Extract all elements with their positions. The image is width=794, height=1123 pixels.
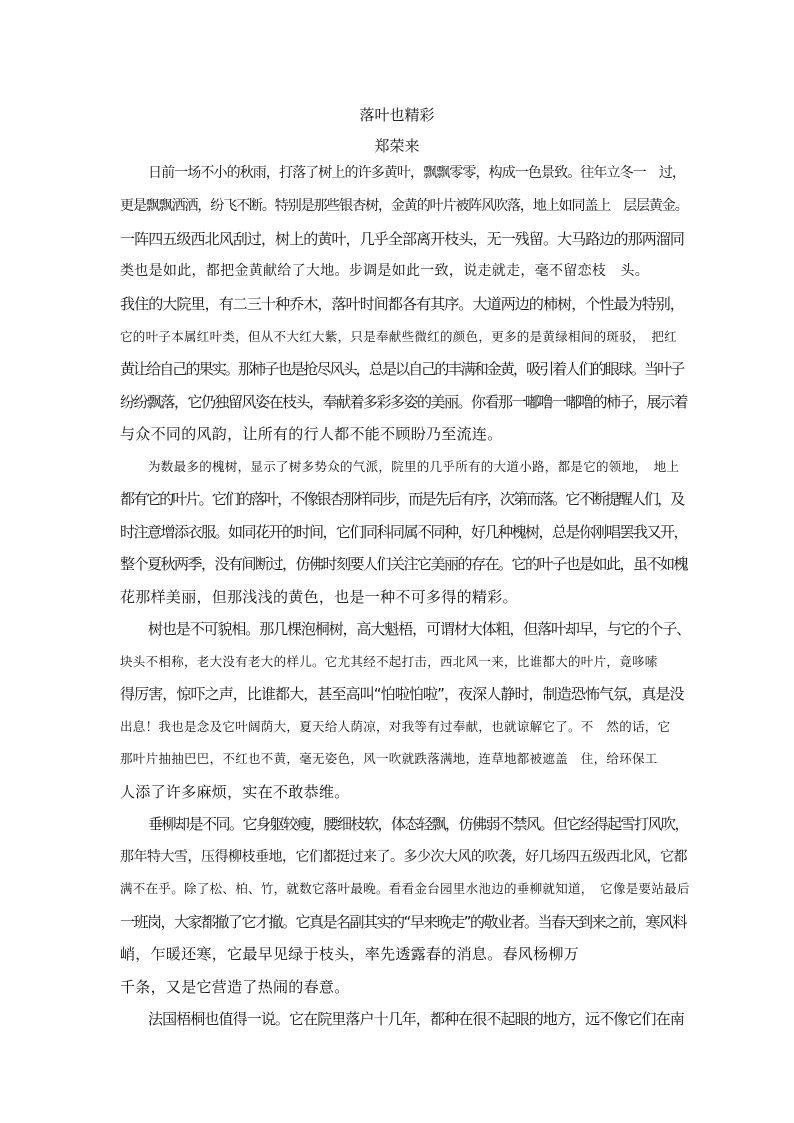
text-line: 类也是如此，都把金黄献给了大地。步调是如此一致，说走就走，毫不留恋枝 头。 <box>120 263 650 279</box>
text-line: 那年特大雪，压得柳枝垂地，它们都挺过来了。多少次大风的吹袭，好几场四五级西北风，它都 <box>120 849 687 865</box>
text-line: 垂柳却是不同。它身躯较瘦，腰细枝软，体态轻飘，仿佛弱不禁风。但它经得起雪打风吹， <box>148 815 689 833</box>
text-line: 整个夏秋两季，没有间断过，仿佛时刻要人们关注它美丽的存在。它的叶子也是如此，虽不如槐 <box>120 555 688 573</box>
text-line: 树也是不可貌相。那几棵泡桐树，高大魁梧，可谓材大体粗，但落叶却早，与它的个子、 <box>148 620 691 638</box>
text-line: 黄让给自己的果实。那柿子也是抢尽风头，总是以自己的丰满和金黄，吸引着人们的眼球。当叶子 <box>120 360 684 378</box>
text-line: 它的叶子本属红叶类，但从不大红大紫，只是奉献些微红的颜色，更多的是黄绿相间的斑驳， 把红 <box>120 329 677 344</box>
text-line: 日前一场不小的秋雨，打落了树上的许多黄叶，飘飘零零，构成一色景致。往年立冬一 过， <box>148 165 686 181</box>
text-line: 出息！我也是念及它叶阔荫大，夏天给人荫凉，对我等有过奉献，也就谅解它了。不 然的话，它 <box>120 719 671 734</box>
text-line: 我住的大院里，有二三十种乔木，落叶时间都各有其序。大道两边的柿树，个性最为特别， <box>120 295 685 313</box>
text-line: 峭，乍暖还寒，它最早见绿于枝头，率先透露春的消息。春风杨柳万 <box>120 945 580 963</box>
text-line: 一班岗，大家都撤了它才撤。它真是名副其实的“早来晚走”的敬业者。当春天到来之前，寒风料 <box>120 913 687 931</box>
text-line: 人添了许多麻烦，实在不敢恭维。 <box>120 783 350 801</box>
text-line: 得厉害，惊吓之声，比谁都大，甚至高叫“怕啦怕啦”，夜深人静时，制造恐怖气氛，真是没 <box>120 685 684 703</box>
text-line: 花那样美丽，但那浅浅的黄色，也是一种不可多得的精彩。 <box>120 588 518 606</box>
article-author: 郑荣来 <box>374 137 420 155</box>
text-line: 纷纷飘落，它仍独留风姿在枝头，奉献着多彩多姿的美丽。你看那一嘟噜一嘟噜的柿子，展示着 <box>120 393 688 411</box>
text-line: 一阵四五级西北风刮过，树上的黄叶，几乎全部离开枝头，无一残留。大马路边的那两溜同 <box>120 230 685 248</box>
text-line: 与众不同的风韵，让所有的行人都不能不顾盼乃至流连。 <box>120 425 503 443</box>
text-line: 满不在乎。除了松、柏、竹，就数它落叶最晚。看看金台园里水池边的垂柳就知道， 它像是要站最后 <box>120 881 690 896</box>
text-line: 块头不相称，老大没有老大的样儿。它尤其经不起打击，西北风一来，比谁都大的叶片，竟哆嗦 <box>120 654 658 669</box>
text-line: 时注意增添衣服。如同花开的时间，它们同科同属不同种，好几种槐树，总是你刚唱罢我又开， <box>120 523 688 541</box>
text-line: 法国梧桐也值得一说。它在院里落户十几年，都种在很不起眼的地方，远不像它们在南 <box>148 1010 684 1028</box>
text-line: 为数最多的槐树，显示了树多势众的气派，院里的几乎所有的大道小路，都是它的领地， 地上 <box>148 459 680 474</box>
text-line: 千条，又是它营造了热闹的春意。 <box>120 978 350 996</box>
text-line: 更是飘飘洒洒，纷飞不断。特别是那些银杏树，金黄的叶片被阵风吹落，地上如同盖上 层层黄金。 <box>120 198 688 214</box>
text-line: 都有它的叶片。它们的落叶，不像银杏那样同步，而是先后有序，次第而落。它不断提醒人们，及 <box>120 490 684 508</box>
text-line: 那叶片抽抽巴巴，不红也不黄，毫无姿色，风一吹就跌落满地，连草地都被遮盖 住，给环保工 <box>120 751 658 766</box>
article-title: 落叶也精彩 <box>359 106 435 124</box>
